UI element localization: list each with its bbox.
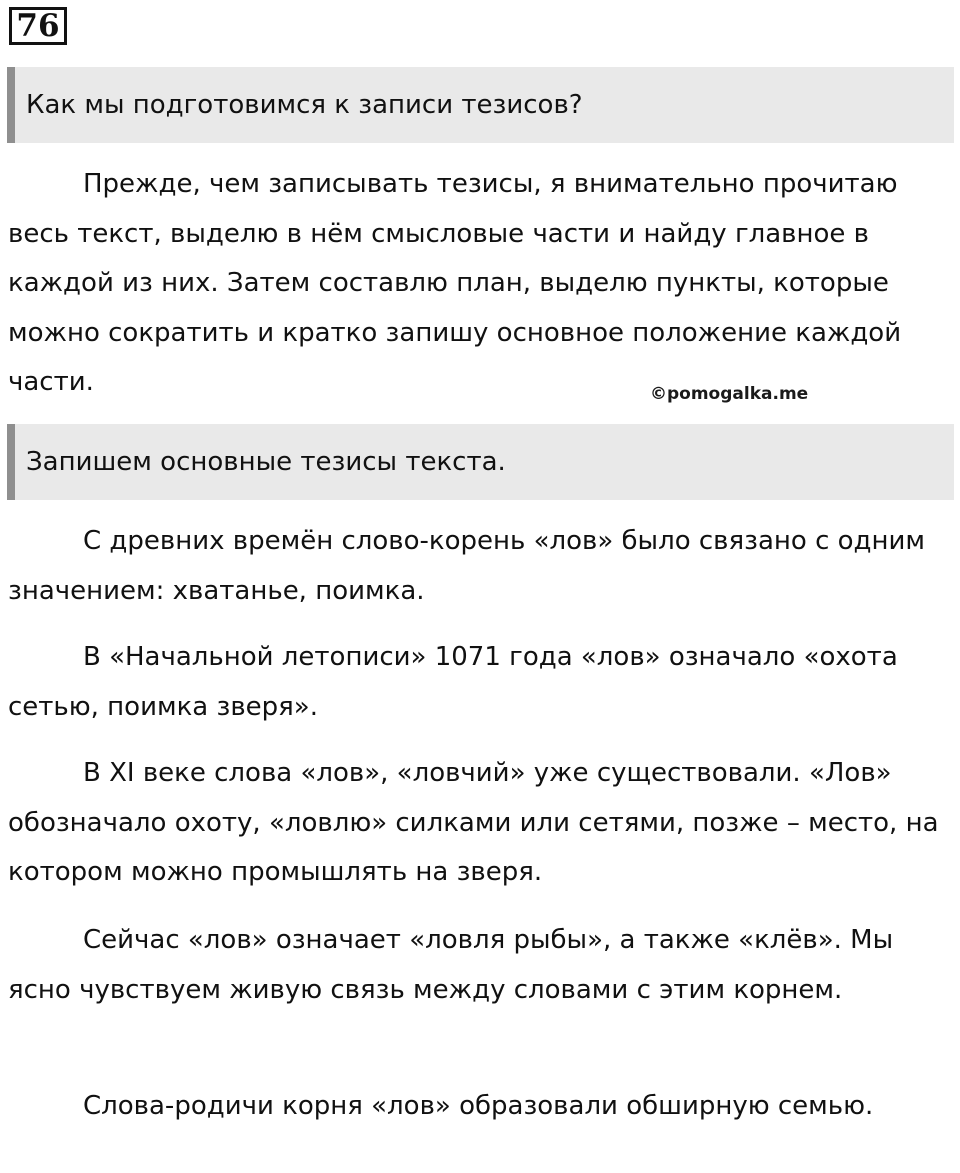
answer-paragraph: Прежде, чем записывать тезисы, я внимательно прочитаю весь текст, выделю в нём смысловые части и найду главное в каждой из них. Затем составлю план, выделю пункты, которые можно сократить и кратко запишу основное положение каждой части. [8,169,902,397]
question-heading-theses: Запишем основные тезисы текста. [7,424,954,500]
thesis-paragraph: С древних времён слово-корень «лов» было связано с одним значением: хватанье, поимка. [8,526,926,606]
watermark-text: ©pomogalka.me [650,384,809,404]
thesis-paragraph: Сейчас «лов» означает «ловля рыбы», а также «клёв». Мы ясно чувствуем живую связь между словами с этим корнем. [8,925,894,1005]
thesis-paragraph: В XI веке слова «лов», «ловчий» уже существовали. «Лов» обозначало охоту, «ловлю» силками или сетями, позже – место, на котором можно промышлять на зверя. [8,758,939,887]
question-heading-preparation: Как мы подготовимся к записи тезисов? [7,67,954,143]
task-number-box: 76 [9,7,67,45]
thesis-paragraph: В «Начальной летописи» 1071 года «лов» означало «охота сетью, поимка зверя». [8,642,898,722]
thesis-paragraph: Слова-родичи корня «лов» образовали обширную семью. [83,1091,874,1121]
